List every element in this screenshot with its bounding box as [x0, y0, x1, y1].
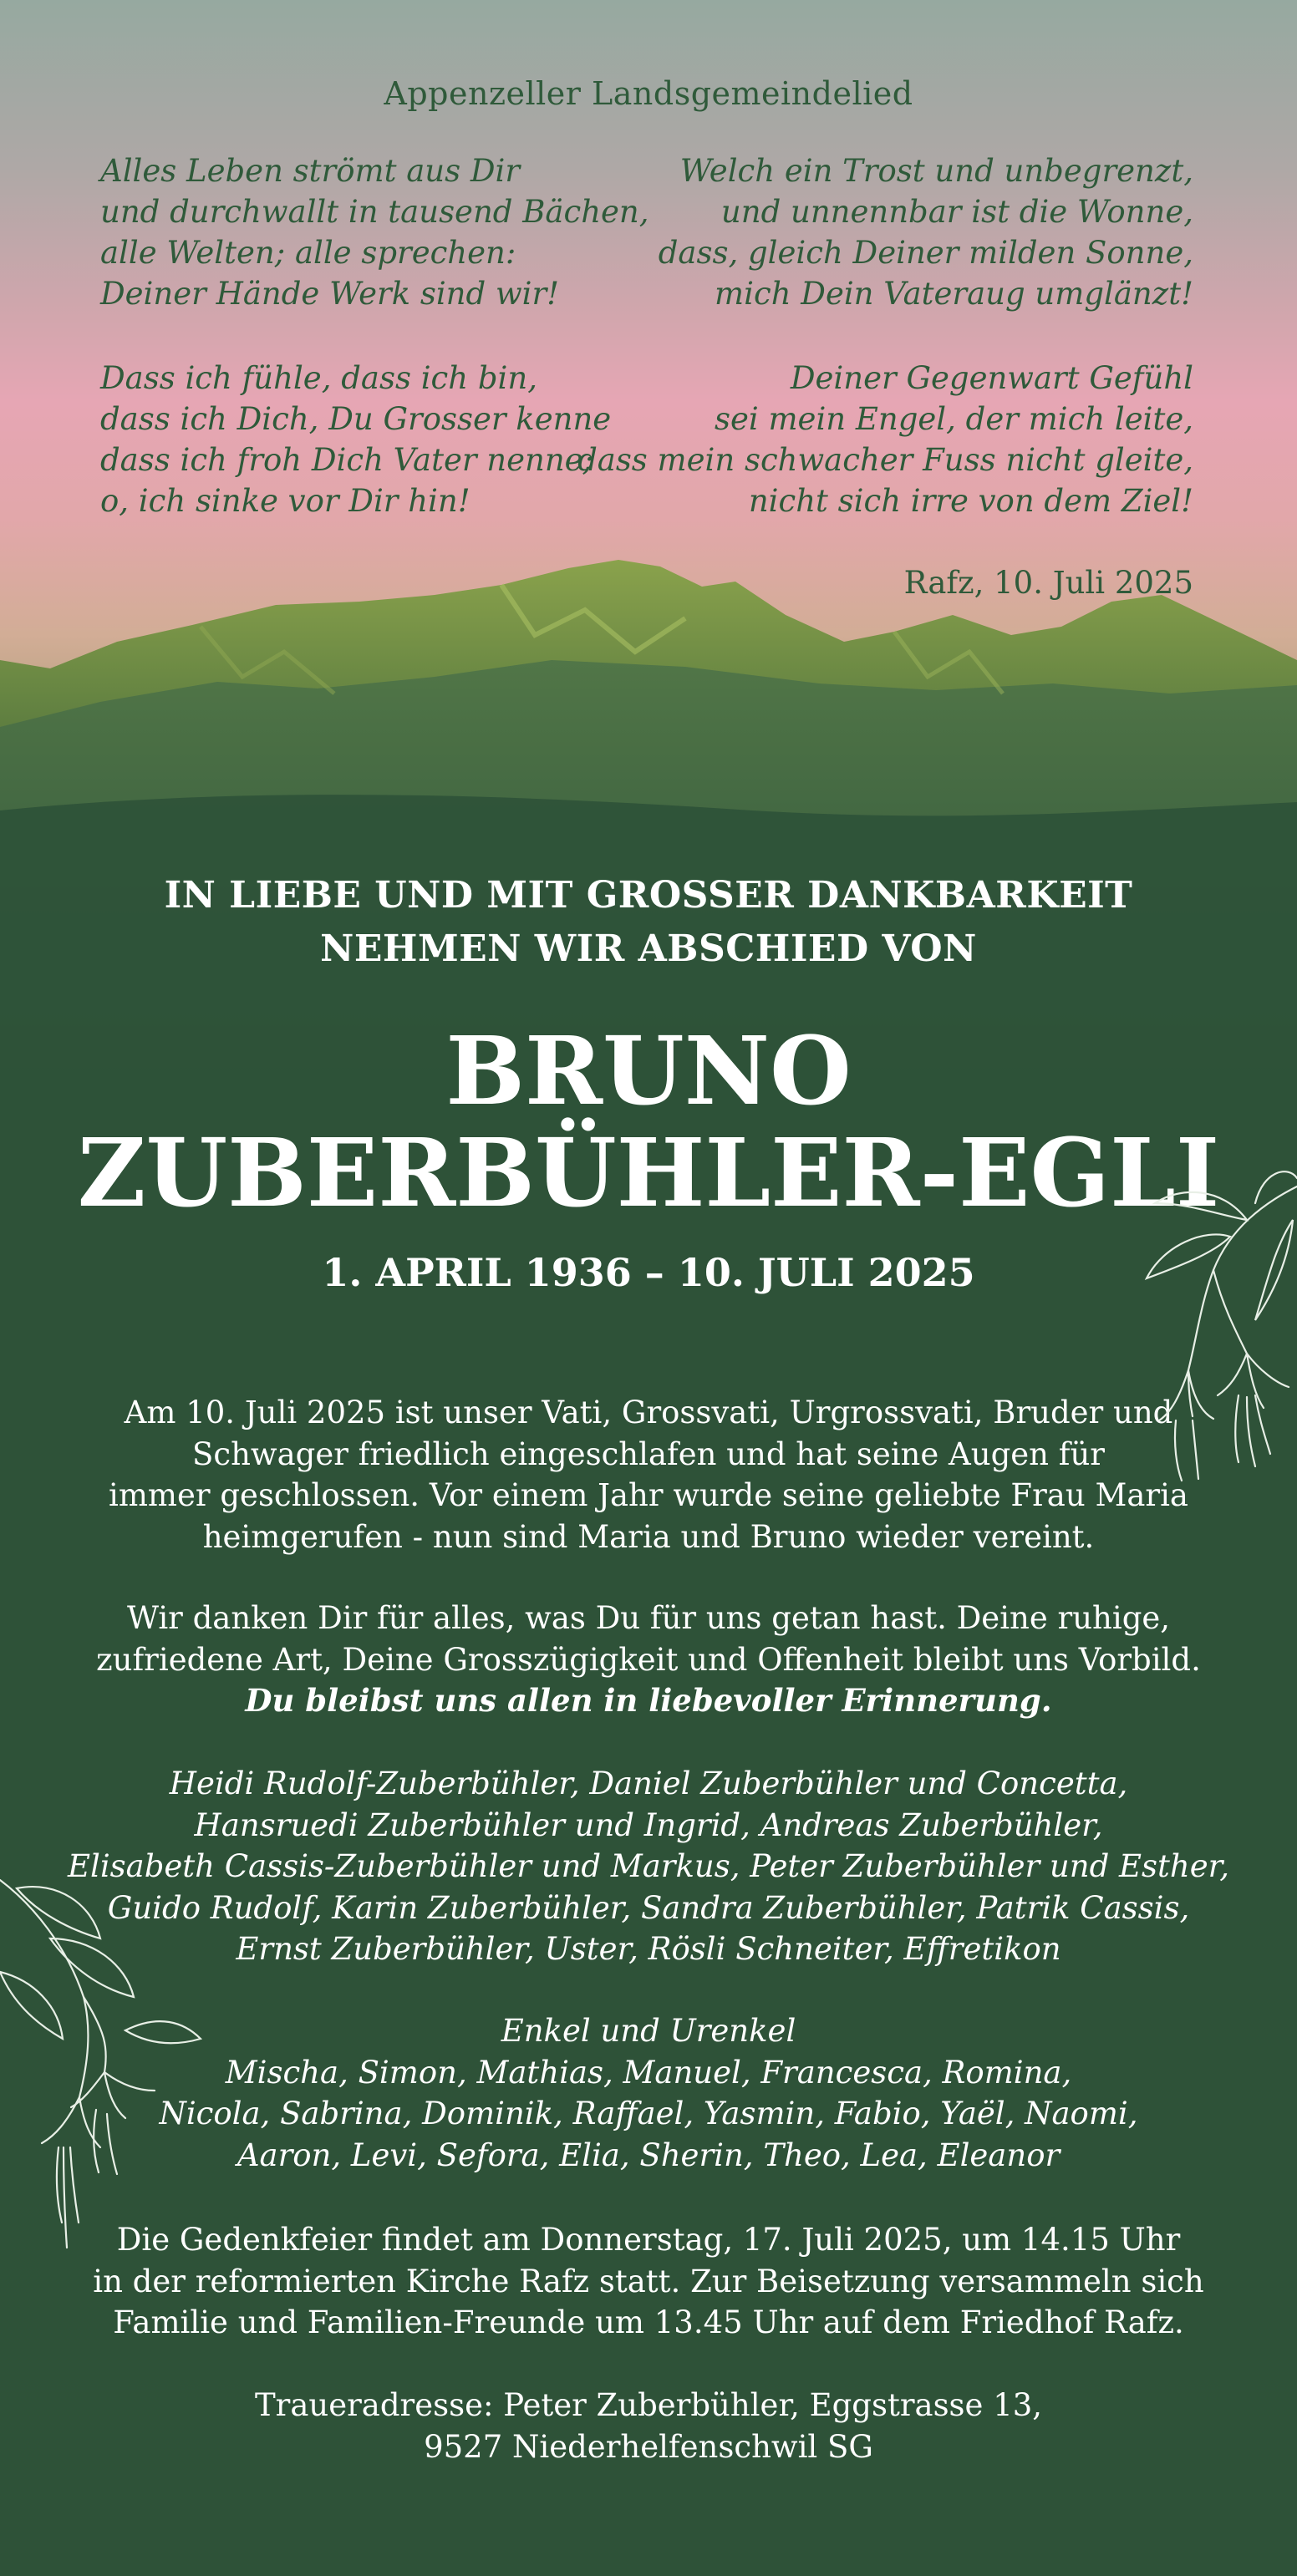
- address-line: Traueradresse: Peter Zuberbühler, Eggstrasse 13,: [254, 2387, 1043, 2423]
- verse-line: o, ich sinke vor Dir hin!: [100, 483, 470, 519]
- text-line: Schwager friedlich eingeschlafen und hat seine Augen für: [192, 1435, 1105, 1472]
- text-line: Am 10. Juli 2025 ist unser Vati, Grossvati, Urgrossvati, Bruder und: [124, 1395, 1173, 1430]
- place-date: Rafz, 10. Juli 2025: [903, 565, 1193, 601]
- family-line: Heidi Rudolf-Zuberbühler, Daniel Zuberbühler und Concetta,: [169, 1766, 1128, 1801]
- last-name: ZUBERBÜHLER-EGLI: [77, 1119, 1220, 1228]
- life-dates: 1. APRIL 1936 – 10. JULI 2025: [322, 1250, 975, 1295]
- text-line: in der reformierten Kirche Rafz statt. Zur Beisetzung versammeln sich: [93, 2263, 1204, 2299]
- hymn-verse-4: [577, 358, 1193, 521]
- fuchsia-flower-drawing: [0, 1872, 209, 2264]
- verse-line: nicht sich irre von dem Ziel!: [748, 483, 1193, 519]
- remembrance-line: Du bleibst uns allen in liebevoller Erinnerung.: [245, 1682, 1052, 1719]
- mourning-address: [0, 2385, 1297, 2467]
- text-line: immer geschlossen. Vor einem Jahr wurde seine geliebte Frau Maria: [109, 1477, 1188, 1513]
- verse-line: sei mein Engel, der mich leite,: [714, 401, 1193, 437]
- intro-line: IN LIEBE UND MIT GROSSER DANKBARKEIT: [164, 874, 1133, 917]
- verse-line: mich Dein Vateraug umglänzt!: [715, 276, 1193, 312]
- grandchildren-line: Aaron, Levi, Sefora, Elia, Sherin, Theo, Lea, Eleanor: [237, 2137, 1060, 2173]
- address-line: 9527 Niederhelfenschwil SG: [424, 2428, 873, 2465]
- verse-line: Deiner Hände Werk sind wir!: [100, 276, 560, 312]
- text-line: Die Gedenkfeier findet am Donnerstag, 17. Juli 2025, um 14.15 Uhr: [116, 2222, 1181, 2258]
- deceased-name: [0, 1017, 1297, 1228]
- family-line: Hansruedi Zuberbühler und Ingrid, Andreas Zuberbühler,: [194, 1806, 1103, 1843]
- hymn-verse-2: [659, 150, 1193, 314]
- verse-line: Welch ein Trost und unbegrenzt,: [679, 153, 1193, 189]
- hymn-title: Appenzeller Landsgemeindelied: [384, 75, 913, 112]
- intro-line: NEHMEN WIR ABSCHIED VON: [320, 927, 977, 970]
- verse-line: dass ich froh Dich Vater nenne;: [100, 442, 594, 478]
- verse-line: und durchwallt in tausend Bächen,: [100, 194, 649, 230]
- hymn-verse-1: [100, 150, 649, 314]
- text-line: heimgerufen - nun sind Maria und Bruno wieder vereint.: [202, 1518, 1095, 1555]
- verse-line: Alles Leben strömt aus Dir: [100, 153, 521, 189]
- thanks-paragraph: [0, 1598, 1297, 1722]
- verse-line: und unnennbar ist die Wonne,: [720, 194, 1193, 230]
- text-line: Wir danken Dir für alles, was Du für uns getan hast. Deine ruhige,: [126, 1600, 1171, 1636]
- verse-line: dass ich Dich, Du Grosser kenne: [100, 401, 612, 437]
- verse-line: dass mein schwacher Fuss nicht gleite,: [577, 442, 1193, 478]
- grandchildren-line: Mischa, Simon, Mathias, Manuel, Francesca, Romina,: [225, 2054, 1072, 2091]
- first-name: BRUNO: [445, 1017, 852, 1126]
- hymn-verse-3: [100, 358, 611, 521]
- grandchildren-line: Nicola, Sabrina, Dominik, Raffael, Yasmin, Fabio, Yaël, Naomi,: [159, 2096, 1138, 2131]
- verse-line: alle Welten; alle sprechen:: [100, 235, 516, 271]
- family-line: Ernst Zuberbühler, Uster, Rösli Schneiter, Effretikon: [236, 1931, 1061, 1967]
- verse-line: Deiner Gegenwart Gefühl: [790, 360, 1193, 396]
- family-line: Elisabeth Cassis-Zuberbühler und Markus, Peter Zuberbühler und Esther,: [67, 1848, 1229, 1884]
- death-notice-paragraph: [0, 1392, 1297, 1557]
- verse-line: dass, gleich Deiner milden Sonne,: [658, 235, 1193, 271]
- grandchildren-heading: Enkel und Urenkel: [501, 2013, 796, 2049]
- text-line: Familie und Familien-Freunde um 13.45 Uhr auf dem Friedhof Rafz.: [113, 2304, 1184, 2340]
- text-line: zufriedene Art, Deine Grosszügigkeit und Offenheit bleibt uns Vorbild.: [96, 1641, 1201, 1678]
- family-line: Guido Rudolf, Karin Zuberbühler, Sandra Zuberbühler, Patrik Cassis,: [107, 1889, 1190, 1926]
- verse-line: Dass ich fühle, dass ich bin,: [100, 360, 537, 396]
- farewell-intro: [0, 869, 1297, 976]
- fuchsia-flower-drawing: [1122, 1170, 1297, 1529]
